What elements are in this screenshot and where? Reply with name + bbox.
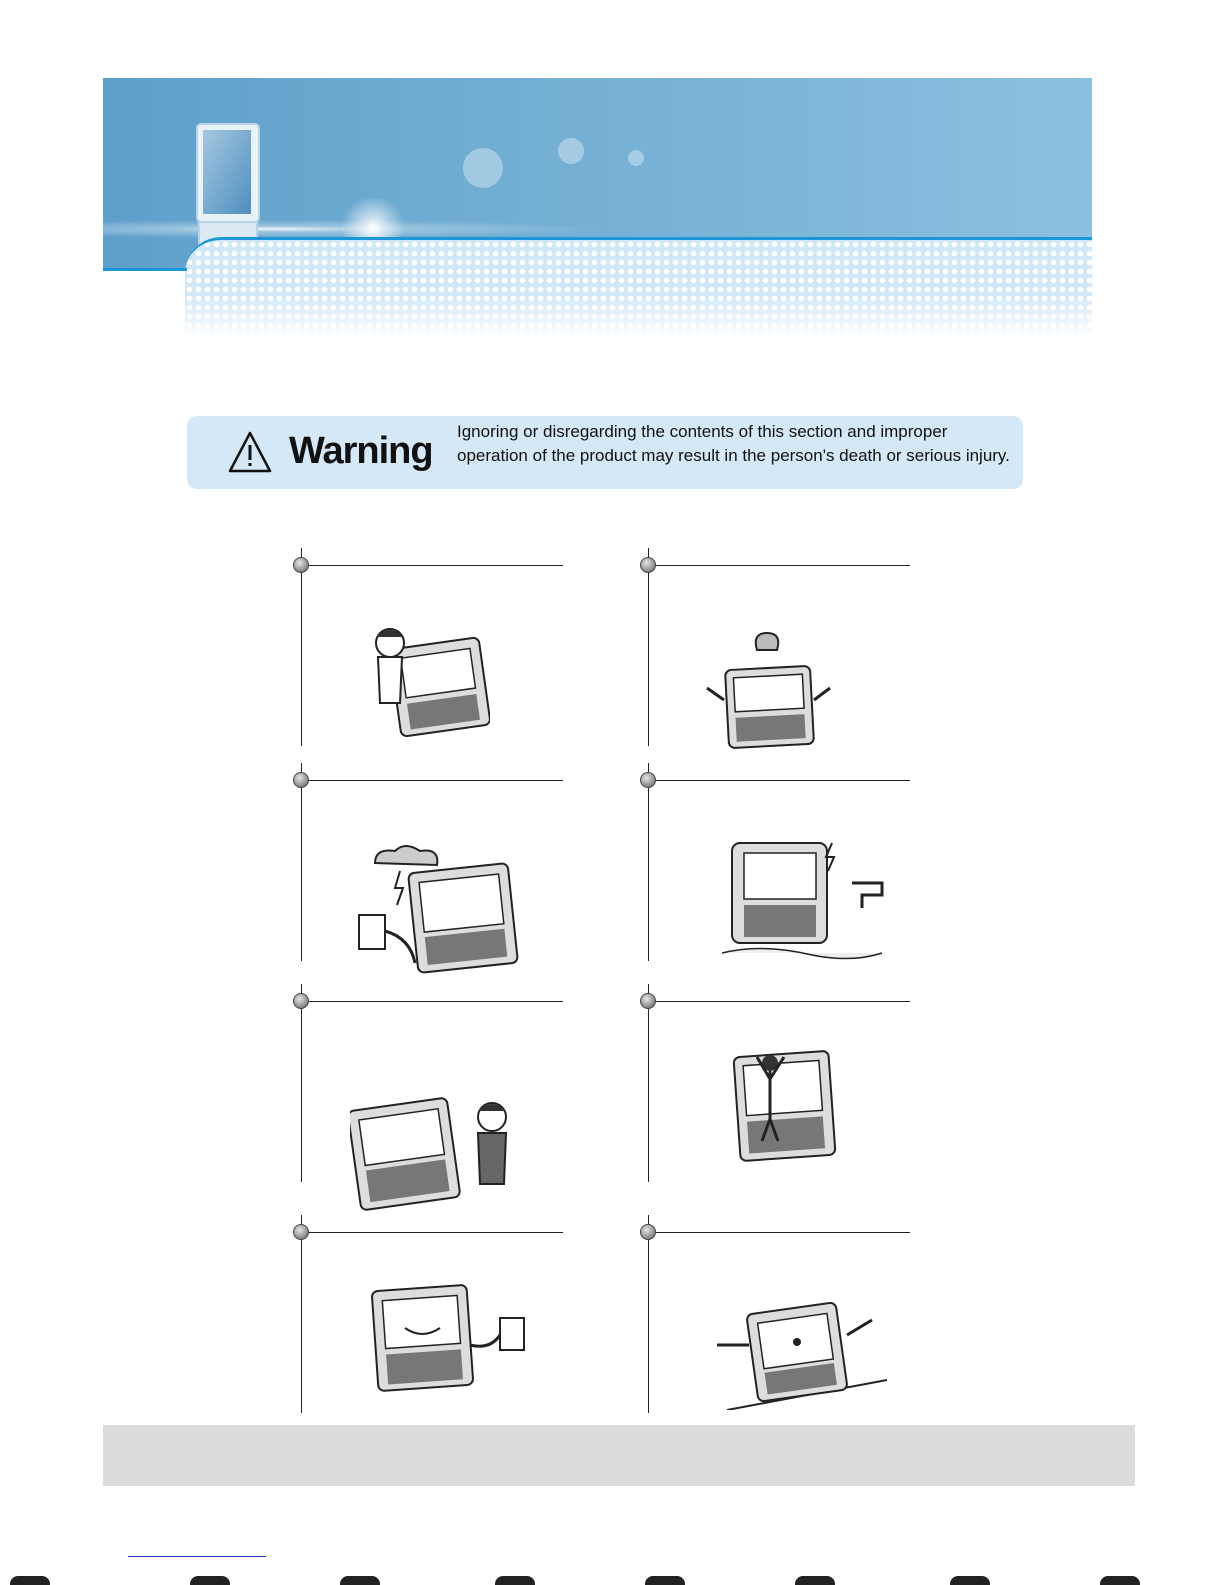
- safety-item-7: [285, 1215, 565, 1415]
- bullet-icon: [640, 772, 656, 788]
- tv-unplugging-in-storm-illustration: [355, 843, 525, 978]
- bullet-icon: [640, 1224, 656, 1240]
- tv-near-water-illustration: [722, 833, 902, 963]
- safety-item-2: [632, 548, 912, 748]
- header-accent-line: [103, 268, 187, 271]
- bokeh-dot: [463, 148, 503, 188]
- bullet-icon: [640, 993, 656, 1009]
- bullet-icon: [640, 557, 656, 573]
- warning-title: Warning: [289, 430, 433, 472]
- tv-plugging-in-illustration: [360, 1280, 530, 1395]
- footer-bar: [103, 1425, 1135, 1486]
- safety-item-1: [285, 548, 565, 748]
- warning-text: Ignoring or disregarding the contents of this section and improper operation of the product may result in the person's death or serious injury.: [457, 422, 1010, 465]
- bullet-icon: [293, 1224, 309, 1240]
- child-hanging-on-tv-illustration: [732, 1049, 842, 1164]
- safety-item-4: [632, 763, 912, 963]
- bullet-icon: [293, 772, 309, 788]
- bullet-icon: [293, 557, 309, 573]
- safety-item-8: [632, 1215, 912, 1415]
- safety-item-3: [285, 763, 565, 963]
- footer-link-underline: [128, 1556, 266, 1557]
- bokeh-dot: [628, 150, 644, 166]
- tv-on-slope-illustration: [707, 1290, 887, 1410]
- bullet-icon: [293, 993, 309, 1009]
- warning-box: [187, 416, 1023, 489]
- bokeh-dot: [558, 138, 584, 164]
- bottom-strip: [0, 1574, 1225, 1585]
- tv-with-vase-illustration: [702, 628, 832, 753]
- tv-warning-child-illustration: [350, 1089, 540, 1214]
- safety-item-6: [632, 984, 912, 1184]
- header-dot-panel: [185, 237, 1092, 340]
- person-opening-tv-back-illustration: [360, 623, 490, 738]
- warning-triangle-icon: [227, 430, 273, 474]
- safety-item-5: [285, 984, 565, 1184]
